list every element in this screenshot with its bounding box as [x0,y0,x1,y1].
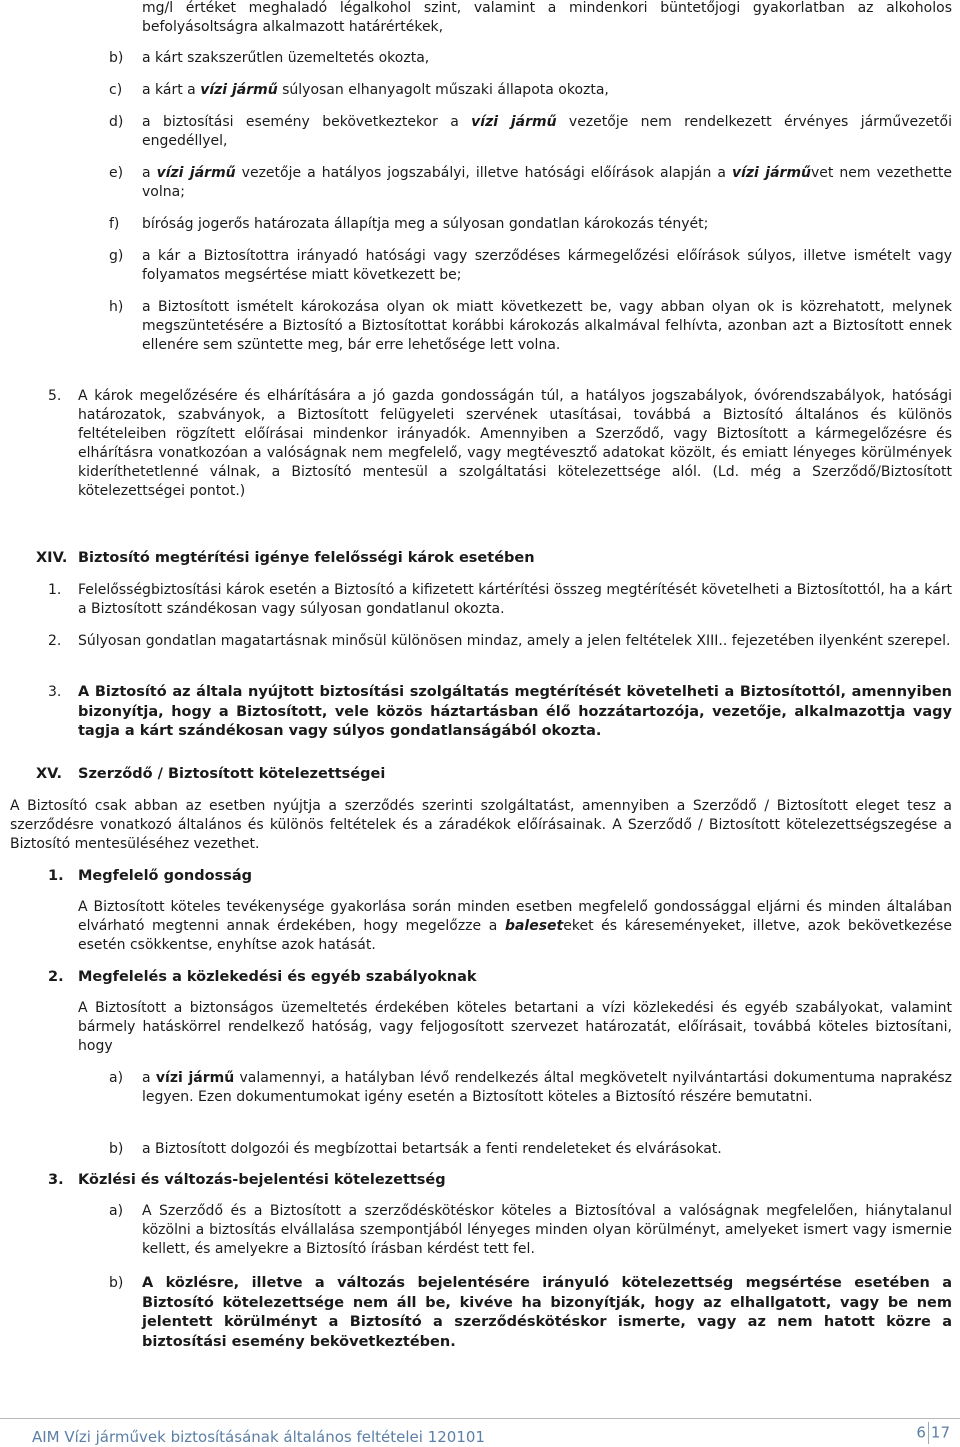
list-label: f) [109,216,120,232]
text-run: baleset [504,918,564,934]
text-run: vezetője a hatályos jogszabályi, illetve hatósági előírások alapján a [235,165,732,181]
page-number [916,1422,950,1444]
list-label: b) [109,1141,124,1157]
text-run: vízi jármű [155,1070,235,1086]
text-run: A károk megelőzésére és elhárítására a jó gazda gondosságán túl, a hatályos jogszabályok, óvórendszabályok, hatósági határozatok, szabványok, a Biztosított felügyeleti szervének utasításai, továbbá a Biztosító általános és különös feltételeiben rögzített előírásai mindenkor irányadók. Amennyiben a Szerződő, vagy Biztosított a kármegelőzésre és elhárításra vonatkozóan a valóságnak nem megfelelő, vagy megtévesztő adatokat közölt, és emiatt lényeges körülmények kideríthetetlenné válnak, a Biztosító mentesül a szolgáltatási kötelezettsége alól. (Ld. még a Szerződő/Biztosított kötelezettségei pontot.) [78,388,952,499]
list-item-h [142,298,952,355]
text-run: valamennyi, a hatályban lévő rendelkezés által megkövetelt nyilvántartási dokumentuma naprakész legyen. Ezen dokumentumokat igény esetén a Biztosított köteles a Biztosító részére bemutatni. [142,1070,953,1105]
point-label: 5. [48,388,62,404]
footer-document-title: AIM Vízi járművek biztosításának általános feltételei 120101 [32,1428,485,1446]
text-run: A Szerződő és a Biztosított a szerződéskötéskor köteles a Biztosítóval a valóságnak megfelelően, hiánytalanul közölni a biztosítás elvállalása szempontjából lényeges minden olyan körülményt, amelyeket ismert vagy ismernie kellett, és amelyekre a Biztosító írásban kérdést tett fel. [142,1203,952,1257]
list-label: e) [109,165,124,181]
section-title: Szerződő / Biztosított kötelezettségei [78,766,386,782]
text-run: vízi jármű [156,165,236,181]
subsection-number: 3. [48,1172,64,1188]
total-pages: 17 [930,1423,950,1442]
text-run: a kár a Biztosítottra irányadó hatósági vagy szerződéses kármegelőzési előírások súlyos, illetve ismételt vagy folyamatos megsértése miatt következett be; [142,248,952,283]
point-label: 2. [48,633,62,649]
text-run: a [142,165,157,181]
subsection-number: 1. [48,868,64,884]
text-run: eket és káreseményeket, illetve, azok bekövetkezése esetén csökkentse, enyhítse azok hatását. [78,918,952,953]
section14-item-2 [78,632,952,651]
subsection-2-item-b [142,1140,952,1159]
point-5-text [78,387,952,501]
list-item-e [142,164,952,202]
text-run: vízi jármű [731,165,811,181]
text-run: A Biztosító az általa nyújtott biztosítási szolgáltatás megtérítését követelheti a Biztosítottól, amennyiben bizonyítja, hogy a Biztosított, vele közös háztartásban élő hozzátartozója, vezetője, alkalmazottja vagy tagja a kárt szándékosan vagy súlyos gondatlanságából okozta. [78,684,952,739]
text-run: A közlésre, illetve a változás bejelentésére irányuló kötelezettség megsértése esetében a Biztosító kötelezettsége nem áll be, kivéve ha bizonyítják, hogy az elhallgatott, vagy be nem jelentett körülményt a Biztosító a szerződéskötéskor ismerte, vagy az nem hatott közre a biztosítási esemény bekövetkeztében. [142,1275,952,1350]
list-label: a) [109,1203,124,1219]
text-run: A Biztosított köteles tevékenysége gyakorlása során minden esetben megfelelő gondossággal eljárni és minden általában elvárható megtenni annak érdekében, hogy megelőzze a [78,899,952,934]
subsection-3-item-b [142,1274,952,1352]
text-run: a kárt a [142,82,201,98]
subsection-3-item-a [142,1202,952,1259]
text-run: a kárt szakszerűtlen üzemeltetés okozta, [142,50,430,66]
current-page: 6 [916,1423,926,1442]
list-label: a) [109,1070,124,1086]
section-title: Biztosító megtérítési igénye felelősségi károk esetében [78,550,535,566]
list-label: b) [109,1275,124,1291]
list-label: b) [109,50,124,66]
text-run: Súlyosan gondatlan magatartásnak minősül különösen mindaz, amely a jelen feltételek XIII.. fejezetében ilyenként szerepel. [78,633,951,649]
text-run: Felelősségbiztosítási károk esetén a Biztosító a kifizetett kártérítési összeg megtérítését követelheti a Biztosítottól, ha a kárt a Biztosított szándékosan vagy súlyosan gondatlanul okozta. [78,582,952,617]
text-run: bíróság jogerős határozata állapítja meg a súlyosan gondatlan károkozás tényét; [142,216,709,232]
text-run: a biztosítási esemény bekövetkeztekor a [142,114,472,130]
text-run: vezetője nem rendelkezett érvényes járművezetői engedéllyel, [142,114,953,149]
text-run: súlyosan elhanyagolt műszaki állapota okozta, [277,82,609,98]
text-run: vízi jármű [200,82,278,98]
text-run: a Biztosított ismételt károkozása olyan ok miatt következett be, vagy abban olyan ok is közrehatott, melynek megszüntetésére a Biztosító a Biztosítottat korábbi károkozás alkalmával felhívta, azonban azt a Biztosított ennek ellenére sem szüntette meg, bár erre lehetősége lett volna. [142,299,952,353]
page-footer [0,1418,960,1446]
section-number: XV. [36,766,63,782]
list-item-b [142,49,952,68]
list-item-f [142,215,952,234]
list-item-a-continued [142,0,952,37]
subsection-1-text [78,898,952,955]
section-number: XIV. [36,550,68,566]
subsection-title: Megfelelés a közlekedési és egyéb szabályoknak [78,969,477,985]
point-label: 1. [48,582,62,598]
section15-intro: A Biztosító csak abban az esetben nyújtja a szerződés szerinti szolgáltatást, amennyiben a Szerződő / Biztosított eleget tesz a szerződésre vonatkozó általános és különös feltételek és a záradékok előírásainak. A Szerződő / Biztosított kötelezettségszegése a Biztosító mentesüléséhez vezethet. [10,798,952,852]
list-item-c [142,81,952,100]
text-run: vízi jármű [471,114,557,130]
subsection-2-item-a [142,1069,952,1107]
subsection-title: Közlési és változás-bejelentési kötelezettség [78,1172,446,1188]
list-item-g [142,247,952,285]
list-label: h) [109,299,124,315]
text-run: a [142,1070,156,1086]
subsection-number: 2. [48,969,64,985]
text-run: a Biztosított dolgozói és megbízottai betartsák a fenti rendeleteket és elvárásokat. [142,1141,722,1157]
list-label: g) [109,248,124,264]
subsection-2-intro: A Biztosított a biztonságos üzemeltetés érdekében köteles betartani a vízi közlekedési és egyéb szabályokat, valamint bármely hatáskörrel rendelkező hatóság, vagy feljogosított szervezet határozatát, előírásait, továbbá köteles biztosítani, hogy [78,1000,952,1054]
text-run: vet nem vezethette volna; [142,165,952,200]
point-label: 3. [48,684,62,700]
list-label: d) [109,114,124,130]
subsection-title: Megfelelő gondosság [78,868,252,884]
section14-item-3 [78,683,952,742]
text-run: mg/l értéket meghaladó légalkohol szint, valamint a mindenkori büntetőjogi gyakorlatban az alkoholos befolyásoltságra alkalmazott határértékek, [142,0,952,35]
section14-item-1 [78,581,952,619]
list-item-d [142,113,952,151]
list-label: c) [109,82,123,98]
page-separator [928,1422,929,1444]
